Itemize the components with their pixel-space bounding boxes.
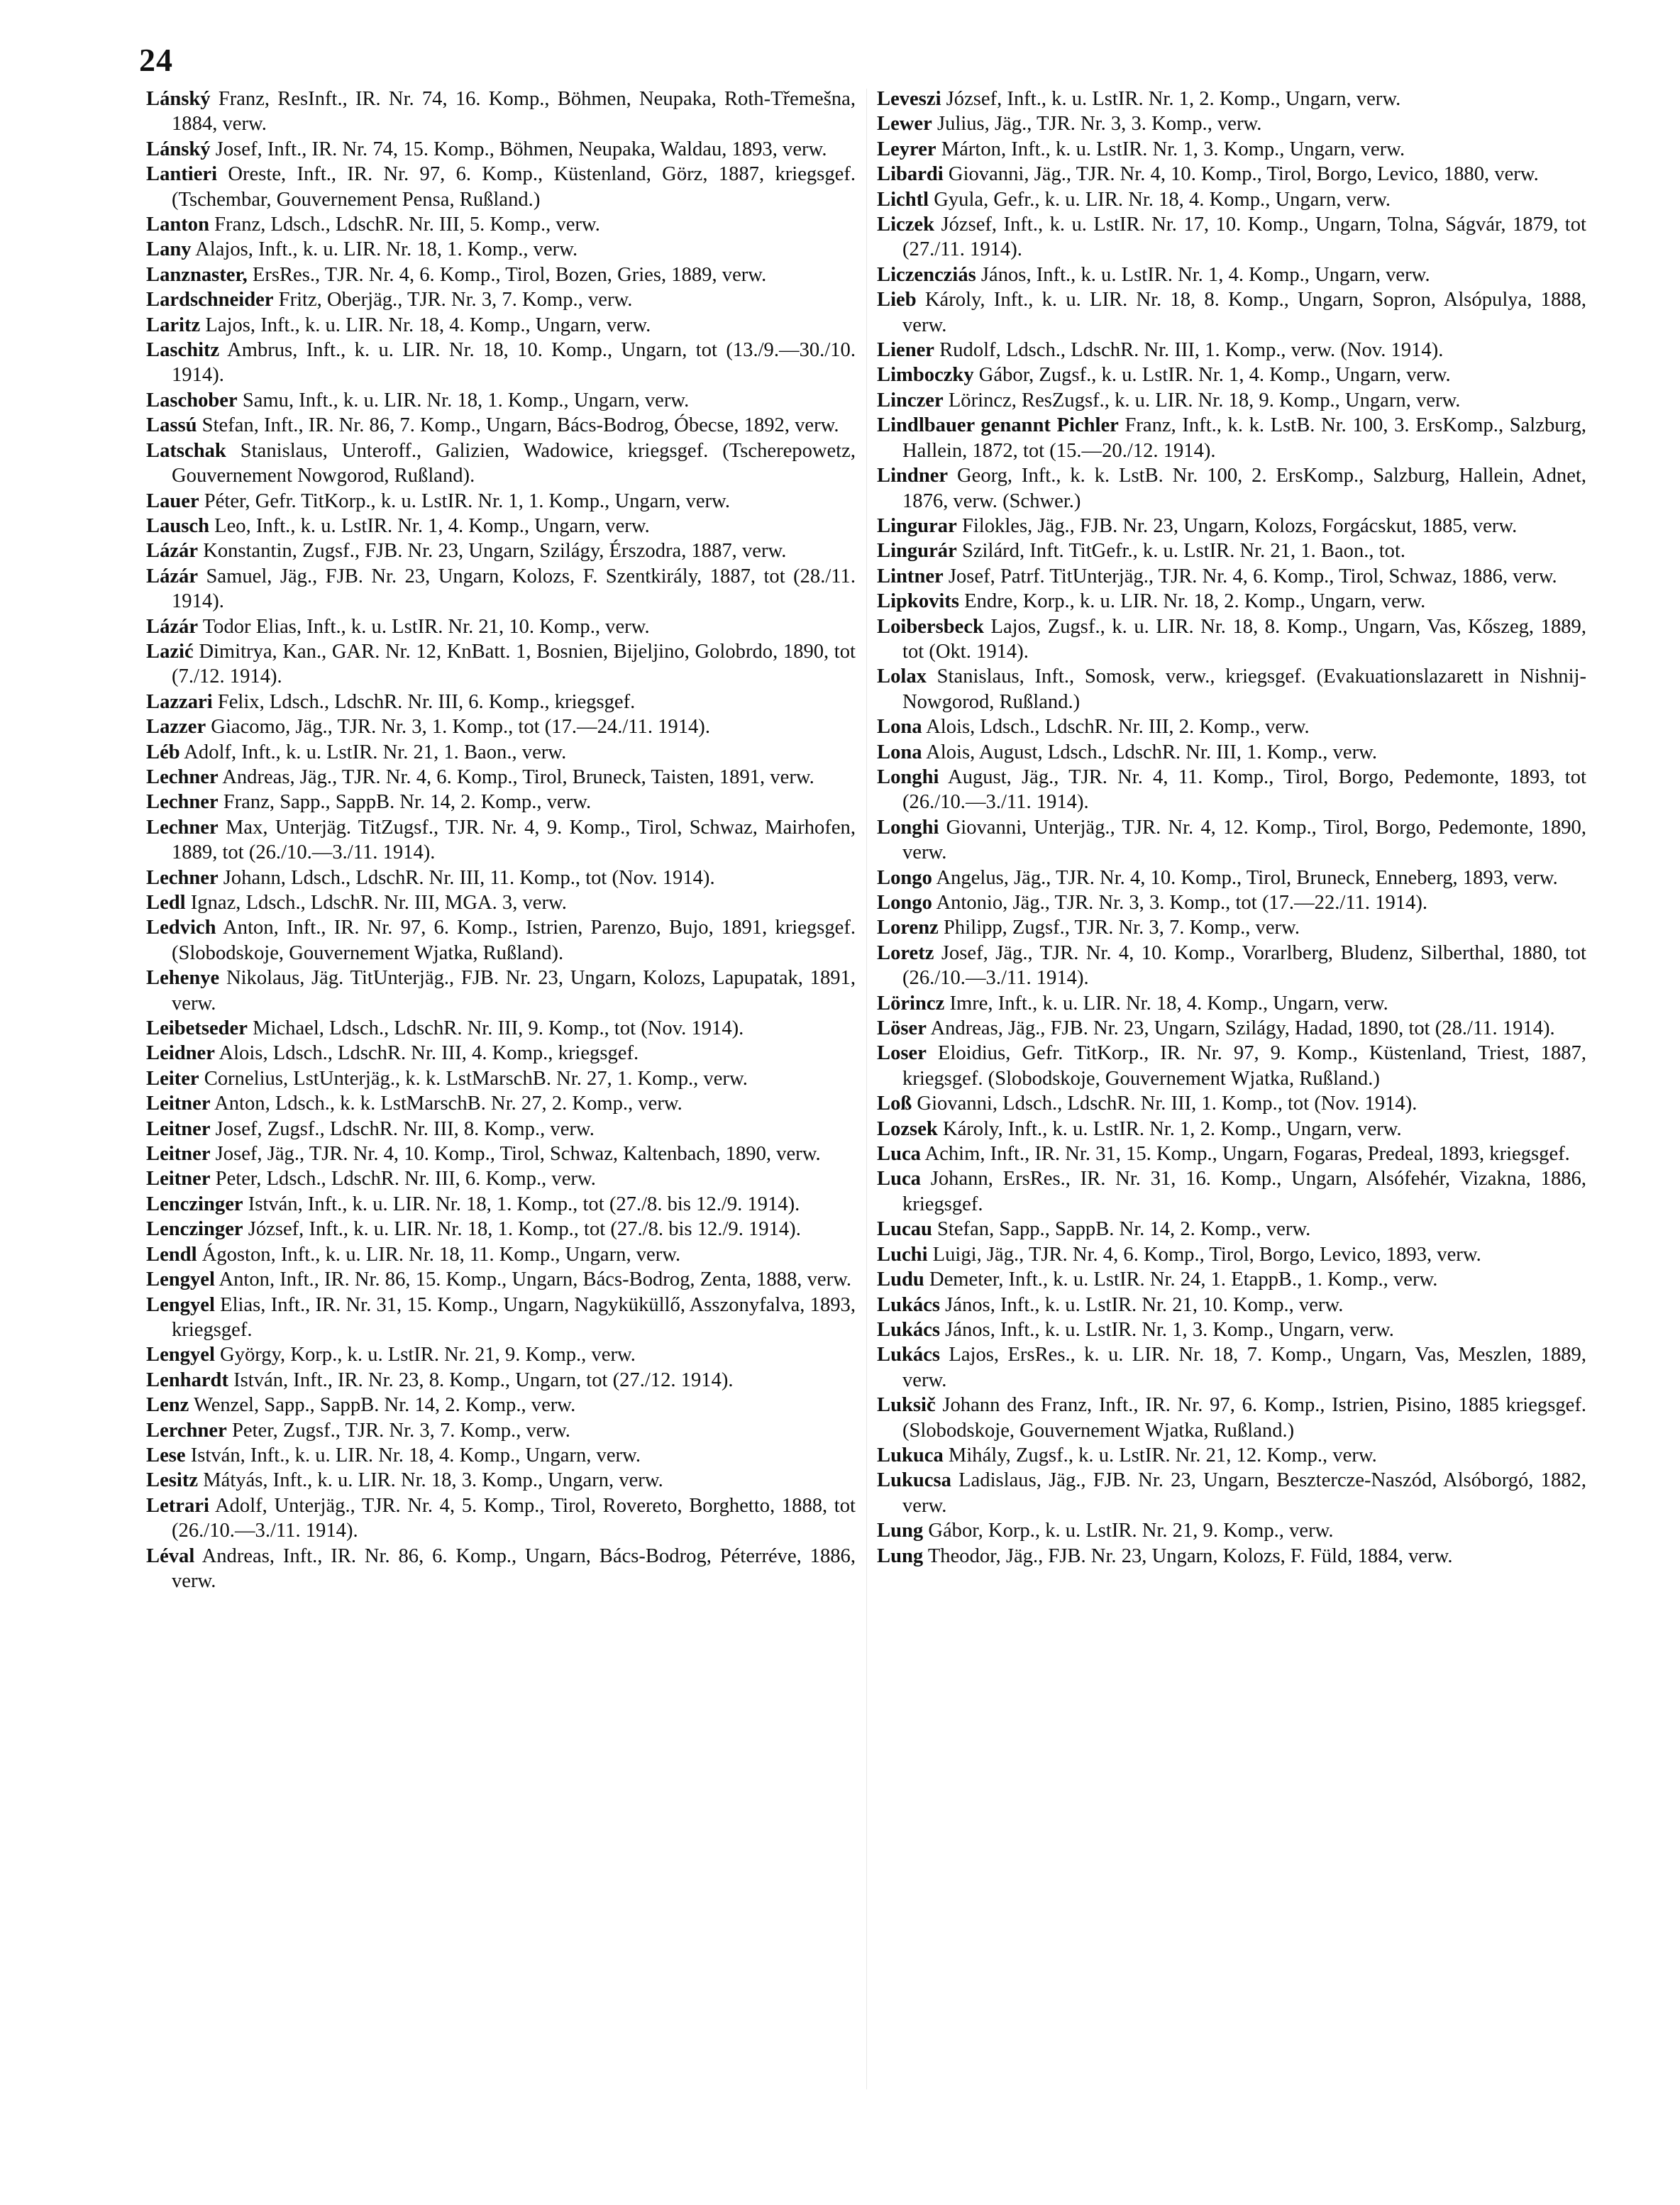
register-entry xyxy=(877,664,1586,714)
entry-details: Andreas, Jäg., FJB. Nr. 23, Ungarn, Szilágy, Hadad, 1890, tot (28./11. 1914). xyxy=(926,1017,1555,1040)
entry-surname: Lechner xyxy=(146,816,219,839)
entry-details: Mátyás, Inft., k. u. LIR. Nr. 18, 3. Komp., Ungarn, verw. xyxy=(198,1469,663,1492)
entry-surname: Lingurár xyxy=(877,540,957,563)
register-entry xyxy=(146,338,856,388)
register-entry xyxy=(146,1242,856,1267)
register-entry xyxy=(146,866,856,890)
entry-surname: Linczer xyxy=(877,389,944,411)
register-entry xyxy=(877,1393,1586,1443)
entry-details: Julius, Jäg., TJR. Nr. 3, 3. Komp., verw. xyxy=(932,113,1262,136)
entry-details: Imre, Inft., k. u. LIR. Nr. 18, 4. Komp., Ungarn, verw. xyxy=(944,992,1388,1015)
entry-surname: Lorenz xyxy=(877,917,939,939)
entry-surname: Ledl xyxy=(146,892,186,914)
register-entry xyxy=(146,1166,856,1191)
entry-details: Alois, August, Ldsch., LdschR. Nr. III, 1. Komp., verw. xyxy=(922,741,1378,763)
page-number: 24 xyxy=(139,42,173,78)
entry-details: Ignaz, Ldsch., LdschR. Nr. III, MGA. 3, verw. xyxy=(185,892,567,914)
left-column xyxy=(146,87,856,1593)
register-entry xyxy=(877,1091,1586,1116)
entry-details: Stanislaus, Unteroff., Galizien, Wadowice, kriegsgef. (Tscherepowetz, Gouvernement Nowgorod, Rußland). xyxy=(172,439,856,487)
entry-details: Dimitrya, Kan., GAR. Nr. 12, KnBatt. 1, Bosnien, Bijeljino, Golobrdo, 1890, tot (7./12. 1914). xyxy=(172,640,856,688)
register-entry xyxy=(877,1342,1586,1393)
entry-surname: Lindlbauer genannt Pichler xyxy=(877,414,1119,437)
entry-surname: Lozsek xyxy=(877,1117,938,1140)
entry-surname: Leitner xyxy=(146,1168,211,1190)
register-entry xyxy=(146,1443,856,1468)
entry-details: Gyula, Gefr., k. u. LIR. Nr. 18, 4. Komp., Ungarn, verw. xyxy=(929,188,1391,211)
entry-surname: Lukács xyxy=(877,1344,940,1366)
entry-surname: Leitner xyxy=(146,1143,211,1166)
register-entry xyxy=(146,137,856,162)
entry-surname: Liczek xyxy=(877,214,934,236)
entry-details: Franz, Sapp., SappB. Nr. 14, 2. Komp., verw. xyxy=(218,791,592,814)
entry-details: Fritz, Oberjäg., TJR. Nr. 3, 7. Komp., verw. xyxy=(273,289,633,311)
entry-surname: Lardschneider xyxy=(146,289,274,311)
entry-details: József, Inft., k. u. LIR. Nr. 18, 1. Komp., tot (27./8. bis 12./9. 1914). xyxy=(243,1218,801,1241)
register-entry xyxy=(877,1242,1586,1267)
entry-surname: Lukács xyxy=(877,1318,940,1341)
register-entry xyxy=(146,162,856,212)
entry-surname: Lanton xyxy=(146,214,209,236)
entry-details: Lajos, Inft., k. u. LIR. Nr. 18, 4. Komp., Ungarn, verw. xyxy=(200,314,651,336)
entry-details: István, Inft., k. u. LIR. Nr. 18, 1. Komp., tot (27./8. bis 12./9. 1914). xyxy=(243,1193,800,1215)
register-entry xyxy=(877,463,1586,514)
entry-details: August, Jäg., TJR. Nr. 4, 11. Komp., Tirol, Borgo, Pedemonte, 1893, tot (26./10.—3./11. 1914). xyxy=(902,766,1586,814)
entry-surname: Léval xyxy=(146,1544,195,1567)
entry-details: Achim, Inft., IR. Nr. 31, 15. Komp., Ungarn, Fogaras, Predeal, 1893, kriegsgef. xyxy=(920,1143,1570,1166)
register-entry xyxy=(877,589,1586,614)
entry-details: Rudolf, Ldsch., LdschR. Nr. III, 1. Komp., verw. (Nov. 1914). xyxy=(934,339,1444,362)
entry-details: Johann, ErsRes., IR. Nr. 31, 16. Komp., Ungarn, Alsófehér, Vizakna, 1886, kriegsgef. xyxy=(902,1168,1586,1215)
entry-surname: Lipkovits xyxy=(877,590,960,613)
entry-details: Angelus, Jäg., TJR. Nr. 4, 10. Komp., Tirol, Bruneck, Enneberg, 1893, verw. xyxy=(932,866,1558,889)
entry-details: Josef, Jäg., TJR. Nr. 4, 10. Komp., Tirol, Schwaz, Kaltenbach, 1890, verw. xyxy=(210,1143,821,1166)
entry-surname: Lendl xyxy=(146,1243,197,1266)
entry-surname: Laritz xyxy=(146,314,201,336)
entry-surname: Löser xyxy=(877,1017,927,1040)
register-entry xyxy=(146,890,856,915)
entry-surname: Liener xyxy=(877,339,934,362)
entry-details: Oreste, Inft., IR. Nr. 97, 6. Komp., Küstenland, Görz, 1887, kriegsgef. (Tschembar, Gouvernement Pensa, Rußland.) xyxy=(172,163,856,211)
register-entry xyxy=(146,966,856,1016)
entry-surname: Lánský xyxy=(146,138,211,160)
entry-surname: Loser xyxy=(877,1042,927,1065)
entry-surname: Luca xyxy=(877,1143,921,1166)
register-entry xyxy=(877,388,1586,413)
entry-details: Károly, Inft., k. u. LstIR. Nr. 1, 2. Komp., Ungarn, verw. xyxy=(937,1117,1402,1140)
entry-details: Josef, Patrf. TitUnterjäg., TJR. Nr. 4, 6. Komp., Tirol, Schwaz, 1886, verw. xyxy=(943,565,1557,587)
entry-surname: Lolax xyxy=(877,665,927,688)
register-entry xyxy=(877,1468,1586,1518)
entry-details: Lörincz, ResZugsf., k. u. LIR. Nr. 18, 9. Komp., Ungarn, verw. xyxy=(943,389,1461,411)
entry-details: Giovanni, Ldsch., LdschR. Nr. III, 1. Komp., tot (Nov. 1914). xyxy=(912,1093,1418,1115)
entry-details: Giovanni, Jäg., TJR. Nr. 4, 10. Komp., Tirol, Borgo, Levico, 1880, verw. xyxy=(943,163,1539,186)
register-entry xyxy=(146,388,856,413)
entry-surname: Luca xyxy=(877,1168,921,1190)
register-entry xyxy=(146,790,856,814)
entry-surname: Libardi xyxy=(877,163,944,186)
entry-surname: Lazzer xyxy=(146,716,206,739)
entry-surname: Lany xyxy=(146,238,192,261)
entry-details: Samuel, Jäg., FJB. Nr. 23, Ungarn, Kolozs, F. Szentkirály, 1887, tot (28./11. 1914). xyxy=(172,565,856,613)
entry-details: Károly, Inft., k. u. LIR. Nr. 18, 8. Komp., Ungarn, Sopron, Alsópulya, 1888, verw. xyxy=(902,289,1586,336)
entry-details: Lajos, Zugsf., k. u. LIR. Nr. 18, 8. Komp., Ungarn, Vas, Kőszeg, 1889, tot (Okt. 1914). xyxy=(902,615,1586,663)
entry-surname: Lingurar xyxy=(877,514,957,537)
register-entry xyxy=(146,212,856,237)
entry-surname: Lintner xyxy=(877,565,944,587)
entry-surname: Lázár xyxy=(146,615,199,638)
entry-surname: Liczencziás xyxy=(877,263,976,286)
entry-surname: Latschak xyxy=(146,439,226,462)
column-divider xyxy=(866,89,867,2089)
entry-details: Adolf, Inft., k. u. LstIR. Nr. 21, 1. Baon., verw. xyxy=(179,741,567,763)
entry-details: Peter, Zugsf., TJR. Nr. 3, 7. Komp., verw. xyxy=(226,1419,570,1442)
register-entry xyxy=(146,1142,856,1166)
entry-surname: Lánský xyxy=(146,88,211,110)
register-entry xyxy=(877,1267,1586,1292)
entry-details: István, Inft., IR. Nr. 23, 8. Komp., Ungarn, tot (27./12. 1914). xyxy=(228,1369,734,1391)
register-entry xyxy=(877,1041,1586,1091)
entry-details: Alois, Ldsch., LdschR. Nr. III, 2. Komp., verw. xyxy=(922,716,1310,739)
entry-surname: Luchi xyxy=(877,1243,928,1266)
register-entry xyxy=(877,514,1586,538)
entry-details: Nikolaus, Jäg. TitUnterjäg., FJB. Nr. 23, Ungarn, Kolozs, Lapupatak, 1891, verw. xyxy=(172,967,856,1015)
register-entry xyxy=(877,137,1586,162)
entry-details: István, Inft., k. u. LIR. Nr. 18, 4. Komp., Ungarn, verw. xyxy=(185,1444,641,1466)
entry-details: Demeter, Inft., k. u. LstIR. Nr. 24, 1. EtappB., 1. Komp., verw. xyxy=(924,1269,1438,1291)
entry-surname: Lehenye xyxy=(146,967,220,990)
entry-surname: Lung xyxy=(877,1520,924,1542)
entry-details: Endre, Korp., k. u. LIR. Nr. 18, 2. Komp., Ungarn, verw. xyxy=(959,590,1426,613)
entry-details: Stanislaus, Inft., Somosk, verw., kriegsgef. (Evakuationslazarett in Nishnij-Nowgorod, Rußland.) xyxy=(902,665,1586,713)
register-entry xyxy=(877,815,1586,866)
register-entry xyxy=(146,287,856,312)
entry-details: Stefan, Inft., IR. Nr. 86, 7. Komp., Ungarn, Bács-Bodrog, Óbecse, 1892, verw. xyxy=(197,414,839,437)
entry-surname: Lewer xyxy=(877,113,932,136)
register-entry xyxy=(146,1393,856,1418)
register-entry xyxy=(146,1016,856,1041)
entry-surname: Leitner xyxy=(146,1093,211,1115)
entry-surname: Lukács xyxy=(877,1293,940,1316)
register-entry xyxy=(146,1041,856,1066)
register-entry xyxy=(146,1267,856,1292)
register-entry xyxy=(877,714,1586,739)
entry-details: Josef, Jäg., TJR. Nr. 4, 10. Komp., Vorarlberg, Bludenz, Silberthal, 1880, tot (26./10.—3./11. 1914). xyxy=(902,941,1586,990)
entry-details: Wenzel, Sapp., SappB. Nr. 14, 2. Komp., verw. xyxy=(189,1394,576,1417)
entry-surname: Leitner xyxy=(146,1117,211,1140)
register-entry xyxy=(877,162,1586,187)
entry-surname: Lona xyxy=(877,741,922,763)
register-entry xyxy=(146,740,856,765)
entry-details: Andreas, Inft., IR. Nr. 86, 6. Komp., Ungarn, Bács-Bodrog, Péterréve, 1886, verw. xyxy=(172,1544,856,1592)
entry-details: Anton, Ldsch., k. k. LstMarschB. Nr. 27, 2. Komp., verw. xyxy=(210,1093,682,1115)
register-entry xyxy=(146,714,856,739)
entry-details: János, Inft., k. u. LstIR. Nr. 1, 3. Komp., Ungarn, verw. xyxy=(940,1318,1394,1341)
entry-details: Michael, Ldsch., LdschR. Nr. III, 9. Komp., tot (Nov. 1914). xyxy=(247,1017,744,1040)
entry-details: Anton, Inft., IR. Nr. 86, 15. Komp., Ungarn, Bács-Bodrog, Zenta, 1888, verw. xyxy=(214,1269,852,1291)
entry-details: Johann, Ldsch., LdschR. Nr. III, 11. Komp., tot (Nov. 1914). xyxy=(218,866,715,889)
register-entry xyxy=(877,1443,1586,1468)
entry-surname: Lerchner xyxy=(146,1419,227,1442)
entry-surname: Longo xyxy=(877,866,932,889)
entry-details: Leo, Inft., k. u. LstIR. Nr. 1, 4. Komp., Ungarn, verw. xyxy=(209,514,650,537)
entry-surname: Lantieri xyxy=(146,163,218,186)
register-entry xyxy=(877,287,1586,338)
entry-surname: Loß xyxy=(877,1093,912,1115)
entry-surname: Lenhardt xyxy=(146,1369,228,1391)
register-entry xyxy=(877,1142,1586,1166)
register-entry xyxy=(877,765,1586,815)
entry-details: Antonio, Jäg., TJR. Nr. 3, 3. Komp., tot (17.—22./11. 1914). xyxy=(932,892,1428,914)
register-entry xyxy=(146,1342,856,1367)
register-entry xyxy=(877,991,1586,1016)
entry-details: Josef, Inft., IR. Nr. 74, 15. Komp., Böhmen, Neupaka, Waldau, 1893, verw. xyxy=(210,138,827,160)
register-entry xyxy=(146,413,856,438)
register-entry xyxy=(146,1066,856,1091)
entry-surname: Lengyel xyxy=(146,1344,215,1366)
entry-details: György, Korp., k. u. LstIR. Nr. 21, 9. Komp., verw. xyxy=(214,1344,636,1366)
register-entry xyxy=(146,1468,856,1493)
entry-details: Giacomo, Jäg., TJR. Nr. 3, 1. Komp., tot (17.—24./11. 1914). xyxy=(206,716,710,739)
entry-details: Franz, Ldsch., LdschR. Nr. III, 5. Komp., verw. xyxy=(209,214,600,236)
register-entry xyxy=(146,614,856,639)
entry-surname: Laschober xyxy=(146,389,238,411)
entry-details: Josef, Zugsf., LdschR. Nr. III, 8. Komp., verw. xyxy=(210,1117,595,1140)
register-entry xyxy=(146,237,856,262)
entry-details: Andreas, Jäg., TJR. Nr. 4, 6. Komp., Tirol, Bruneck, Taisten, 1891, verw. xyxy=(218,766,814,788)
entry-details: Ágoston, Inft., k. u. LIR. Nr. 18, 11. Komp., Ungarn, verw. xyxy=(197,1243,681,1266)
entry-details: Konstantin, Zugsf., FJB. Nr. 23, Ungarn, Szilágy, Érszodra, 1887, verw. xyxy=(198,540,787,563)
entry-surname: Lese xyxy=(146,1444,186,1466)
entry-surname: Lauer xyxy=(146,490,199,512)
entry-details: József, Inft., k. u. LstIR. Nr. 1, 2. Komp., Ungarn, verw. xyxy=(941,88,1401,110)
register-entry xyxy=(146,1117,856,1142)
register-entry xyxy=(146,1293,856,1343)
entry-details: Ladislaus, Jäg., FJB. Nr. 23, Ungarn, Besztercze-Naszód, Alsóborgó, 1882, verw. xyxy=(902,1469,1586,1517)
entry-surname: Lucau xyxy=(877,1218,932,1241)
register-entry xyxy=(877,87,1586,111)
register-entry xyxy=(146,514,856,538)
entry-surname: Lazzari xyxy=(146,690,213,713)
entry-details: Samu, Inft., k. u. LIR. Nr. 18, 1. Komp., Ungarn, verw. xyxy=(237,389,690,411)
right-column xyxy=(877,87,1586,1569)
entry-details: József, Inft., k. u. LstIR. Nr. 17, 10. Komp., Ungarn, Tolna, Ságvár, 1879, tot (27./11. 1914). xyxy=(902,214,1586,261)
entry-details: Peter, Ldsch., LdschR. Nr. III, 6. Komp., verw. xyxy=(210,1168,596,1190)
entry-details: Filokles, Jäg., FJB. Nr. 23, Ungarn, Kolozs, Forgácskut, 1885, verw. xyxy=(956,514,1518,537)
entry-details: János, Inft., k. u. LstIR. Nr. 21, 10. Komp., verw. xyxy=(940,1293,1344,1316)
entry-details: Luigi, Jäg., TJR. Nr. 4, 6. Komp., Tirol, Borgo, Levico, 1893, verw. xyxy=(927,1243,1481,1266)
register-entry xyxy=(146,1368,856,1393)
register-entry xyxy=(877,740,1586,765)
entry-details: János, Inft., k. u. LstIR. Nr. 1, 4. Komp., Ungarn, verw. xyxy=(976,263,1430,286)
entry-details: Márton, Inft., k. u. LstIR. Nr. 1, 3. Komp., Ungarn, verw. xyxy=(936,138,1405,160)
entry-surname: Longhi xyxy=(877,766,939,788)
register-entry xyxy=(146,438,856,489)
register-entry xyxy=(146,313,856,338)
entry-details: Szilárd, Inft. TitGefr., k. u. LstIR. Nr. 21, 1. Baon., tot. xyxy=(956,540,1406,563)
entry-surname: Lenczinger xyxy=(146,1218,243,1241)
entry-surname: Leveszi xyxy=(877,88,941,110)
entry-surname: Lieb xyxy=(877,289,917,311)
entry-details: Eloidius, Gefr. TitKorp., IR. Nr. 97, 9. Komp., Küstenland, Triest, 1887, kriegsgef. (Slobodskoje, Gouvernement Wjatka, Rußland.) xyxy=(902,1042,1586,1090)
entry-details: Péter, Gefr. TitKorp., k. u. LstIR. Nr. 1, 1. Komp., Ungarn, verw. xyxy=(199,490,730,512)
register-entry xyxy=(146,1217,856,1242)
entry-details: Felix, Ldsch., LdschR. Nr. III, 6. Komp., kriegsgef. xyxy=(212,690,636,713)
entry-details: Alajos, Inft., k. u. LIR. Nr. 18, 1. Komp., verw. xyxy=(191,238,578,261)
entry-surname: Lesitz xyxy=(146,1469,199,1492)
entry-details: Johann des Franz, Inft., IR. Nr. 97, 6. Komp., Istrien, Pisino, 1885 kriegsgef. (Slobodskoje, Gouvernement Wjatka, Rußland.) xyxy=(902,1394,1586,1442)
register-entry xyxy=(877,1016,1586,1041)
entry-surname: Laschitz xyxy=(146,339,220,362)
register-entry xyxy=(146,1544,856,1594)
register-entry xyxy=(877,111,1586,136)
entry-surname: Lázár xyxy=(146,565,199,587)
entry-details: Ambrus, Inft., k. u. LIR. Nr. 18, 10. Komp., Ungarn, tot (13./9.—30./10. 1914). xyxy=(172,339,856,387)
entry-surname: Leyrer xyxy=(877,138,936,160)
register-entry xyxy=(146,538,856,563)
register-entry xyxy=(146,489,856,514)
entry-surname: Letrari xyxy=(146,1494,209,1517)
entry-details: Giovanni, Unterjäg., TJR. Nr. 4, 12. Komp., Tirol, Borgo, Pedemonte, 1890, verw. xyxy=(902,816,1586,864)
entry-details: Gábor, Korp., k. u. LstIR. Nr. 21, 9. Komp., verw. xyxy=(923,1520,1334,1542)
register-entry xyxy=(877,1166,1586,1217)
entry-surname: Lengyel xyxy=(146,1269,215,1291)
register-entry xyxy=(877,915,1586,940)
entry-surname: Lörincz xyxy=(877,992,945,1015)
entry-surname: Lazić xyxy=(146,640,194,663)
entry-surname: Lona xyxy=(877,716,922,739)
register-entry xyxy=(146,915,856,966)
entry-surname: Lukuca xyxy=(877,1444,944,1466)
register-entry xyxy=(146,690,856,714)
register-entry xyxy=(146,1192,856,1217)
entry-details: Anton, Inft., IR. Nr. 97, 6. Komp., Istrien, Parenzo, Bujo, 1891, kriegsgef. (Slobodskoje, Gouvernement Wjatka, Rußland). xyxy=(172,917,856,964)
entry-surname: Leidner xyxy=(146,1042,215,1065)
entry-details: Max, Unterjäg. TitZugsf., TJR. Nr. 4, 9. Komp., Tirol, Schwaz, Mairhofen, 1889, tot (26./10.—3./11. 1914). xyxy=(172,816,856,864)
entry-surname: Luksič xyxy=(877,1394,936,1417)
register-entry xyxy=(146,1493,856,1544)
register-entry xyxy=(877,413,1586,463)
register-entry xyxy=(146,1418,856,1443)
register-entry xyxy=(877,564,1586,589)
entry-details: Gábor, Zugsf., k. u. LstIR. Nr. 1, 4. Komp., Ungarn, verw. xyxy=(973,364,1451,387)
entry-surname: Lenczinger xyxy=(146,1193,243,1215)
register-entry xyxy=(146,815,856,866)
entry-details: Cornelius, LstUnterjäg., k. k. LstMarschB. Nr. 27, 1. Komp., verw. xyxy=(199,1067,748,1090)
entry-details: Georg, Inft., k. k. LstB. Nr. 100, 2. ErsKomp., Salzburg, Hallein, Adnet, 1876, verw. (Schwer.) xyxy=(902,465,1586,512)
entry-details: Theodor, Jäg., FJB. Nr. 23, Ungarn, Kolozs, F. Füld, 1884, verw. xyxy=(923,1544,1453,1567)
entry-surname: Longo xyxy=(877,892,932,914)
register-entry xyxy=(877,1544,1586,1569)
entry-surname: Lichtl xyxy=(877,188,929,211)
entry-surname: Lechner xyxy=(146,866,219,889)
entry-details: Adolf, Unterjäg., TJR. Nr. 4, 5. Komp., Tirol, Rovereto, Borghetto, 1888, tot (26./10.—3./11. 1914). xyxy=(172,1494,856,1542)
register-entry xyxy=(877,187,1586,212)
entry-details: Mihály, Zugsf., k. u. LstIR. Nr. 21, 12. Komp., verw. xyxy=(943,1444,1377,1466)
entry-details: Franz, ResInft., IR. Nr. 74, 16. Komp., Böhmen, Neupaka, Roth-Třemešna, 1884, verw. xyxy=(172,88,856,136)
entry-surname: Limboczky xyxy=(877,364,974,387)
register-entry xyxy=(877,212,1586,262)
entry-surname: Lung xyxy=(877,1544,924,1567)
register-entry xyxy=(877,262,1586,287)
register-entry xyxy=(877,363,1586,387)
register-entry xyxy=(877,866,1586,890)
entry-surname: Loretz xyxy=(877,941,934,964)
entry-surname: Lukucsa xyxy=(877,1469,951,1492)
entry-details: Philipp, Zugsf., TJR. Nr. 3, 7. Komp., verw. xyxy=(938,917,1300,939)
register-entry xyxy=(877,1217,1586,1242)
register-entry xyxy=(877,1117,1586,1142)
entry-surname: Lechner xyxy=(146,766,219,788)
register-entry xyxy=(877,538,1586,563)
entry-surname: Loibersbeck xyxy=(877,615,984,638)
entry-surname: Ledvich xyxy=(146,917,216,939)
entry-surname: Ludu xyxy=(877,1269,924,1291)
entry-details: Todor Elias, Inft., k. u. LstIR. Nr. 21, 10. Komp., verw. xyxy=(198,615,650,638)
register-entry xyxy=(877,890,1586,915)
register-entry xyxy=(146,87,856,137)
entry-surname: Lengyel xyxy=(146,1293,215,1316)
entry-surname: Leiter xyxy=(146,1067,199,1090)
register-entry xyxy=(877,1518,1586,1543)
entry-surname: Lechner xyxy=(146,791,219,814)
entry-surname: Lausch xyxy=(146,514,209,537)
register-entry xyxy=(146,639,856,690)
entry-surname: Lindner xyxy=(877,465,949,487)
entry-surname: Lanznaster, xyxy=(146,263,248,286)
entry-details: Stefan, Sapp., SappB. Nr. 14, 2. Komp., verw. xyxy=(932,1218,1311,1241)
entry-details: Alois, Ldsch., LdschR. Nr. III, 4. Komp., kriegsgef. xyxy=(214,1042,639,1065)
register-entry xyxy=(877,941,1586,991)
entry-details: Elias, Inft., IR. Nr. 31, 15. Komp., Ungarn, Nagyküküllő, Asszonyfalva, 1893, kriegsgef. xyxy=(172,1293,856,1341)
register-entry xyxy=(146,262,856,287)
entry-surname: Lenz xyxy=(146,1394,189,1417)
register-entry xyxy=(146,564,856,614)
register-entry xyxy=(877,338,1586,363)
entry-surname: Lázár xyxy=(146,540,199,563)
entry-surname: Lassú xyxy=(146,414,197,437)
register-entry xyxy=(146,1091,856,1116)
register-entry xyxy=(877,1293,1586,1317)
entry-details: Lajos, ErsRes., k. u. LIR. Nr. 18, 7. Komp., Ungarn, Vas, Meszlen, 1889, verw. xyxy=(902,1344,1586,1391)
entry-surname: Longhi xyxy=(877,816,939,839)
entry-details: Franz, Inft., k. k. LstB. Nr. 100, 3. ErsKomp., Salzburg, Hallein, 1872, tot (15.—20./12. 1914). xyxy=(902,414,1586,462)
entry-surname: Leibetseder xyxy=(146,1017,248,1040)
register-entry xyxy=(146,765,856,790)
entry-details: ErsRes., TJR. Nr. 4, 6. Komp., Tirol, Bozen, Gries, 1889, verw. xyxy=(247,263,767,286)
register-entry xyxy=(877,1317,1586,1342)
entry-surname: Léb xyxy=(146,741,180,763)
register-entry xyxy=(877,614,1586,665)
